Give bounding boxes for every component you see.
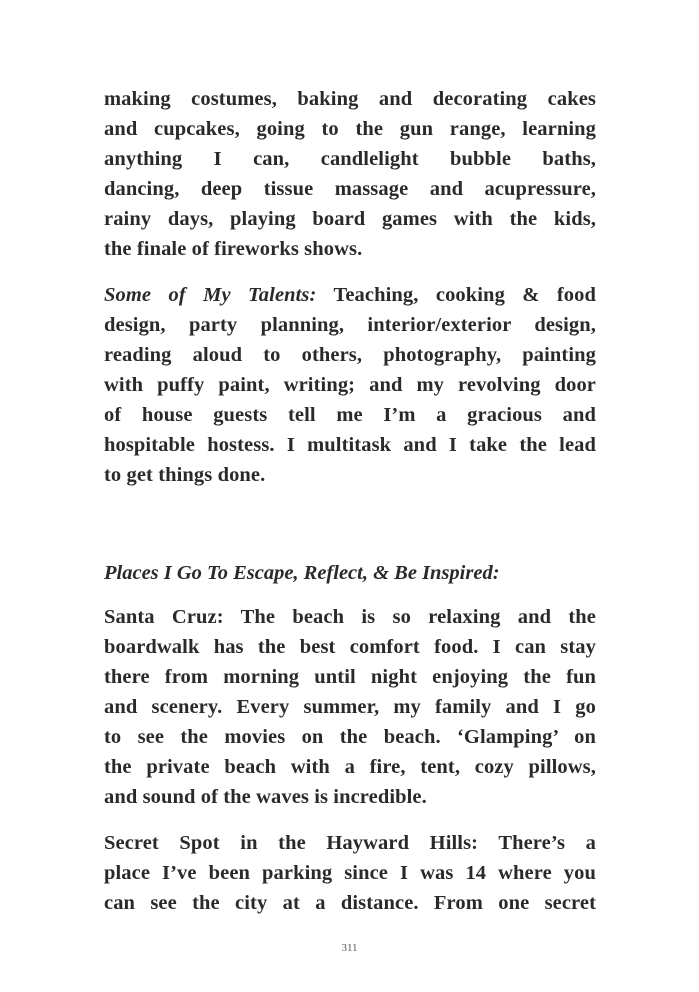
text-line: to see the movies on the beach. ‘Glamping’ on <box>104 726 596 748</box>
text-line: design, party planning, interior/exterior design, <box>104 314 596 336</box>
paragraph-talents <box>104 280 596 490</box>
text-line: Santa Cruz: The beach is so relaxing and the <box>104 606 596 628</box>
text-line: and cupcakes, going to the gun range, learning <box>104 118 596 140</box>
talents-label: Some of My Talents: <box>104 284 317 306</box>
text-line: making costumes, baking and decorating cakes <box>104 88 596 110</box>
text-line: of house guests tell me I’m a gracious and <box>104 404 596 426</box>
paragraph-santa-cruz <box>104 602 596 812</box>
page-body <box>104 84 596 918</box>
paragraph-secret-spot <box>104 828 596 918</box>
text-line: Secret Spot in the Hayward Hills: There’s a <box>104 832 596 854</box>
text-line: the finale of fireworks shows. <box>104 238 363 260</box>
text-line: there from morning until night enjoying the fun <box>104 666 596 688</box>
section-heading: Places I Go To Escape, Reflect, & Be Inspired: <box>104 562 500 584</box>
text-line: the private beach with a fire, tent, cozy pillows, <box>104 756 596 778</box>
paragraph-interests <box>104 84 596 264</box>
text-line: hospitable hostess. I multitask and I take the lead <box>104 434 596 456</box>
text-line <box>104 280 596 310</box>
text-line: rainy days, playing board games with the kids, <box>104 208 596 230</box>
text-line: and sound of the waves is incredible. <box>104 786 427 808</box>
text-line: reading aloud to others, photography, painting <box>104 344 596 366</box>
text-line: dancing, deep tissue massage and acupressure, <box>104 178 596 200</box>
text-line: and scenery. Every summer, my family and I go <box>104 696 596 718</box>
text-line: can see the city at a distance. From one secret <box>104 892 596 914</box>
text-line: boardwalk has the best comfort food. I can stay <box>104 636 596 658</box>
text-line: place I’ve been parking since I was 14 where you <box>104 862 596 884</box>
talents-first-line: Teaching, cooking & food <box>316 284 596 306</box>
text-line: anything I can, candlelight bubble baths, <box>104 148 596 170</box>
text-line: to get things done. <box>104 464 266 486</box>
page-number: 311 <box>341 942 358 954</box>
text-line: with puffy paint, writing; and my revolving door <box>104 374 596 396</box>
